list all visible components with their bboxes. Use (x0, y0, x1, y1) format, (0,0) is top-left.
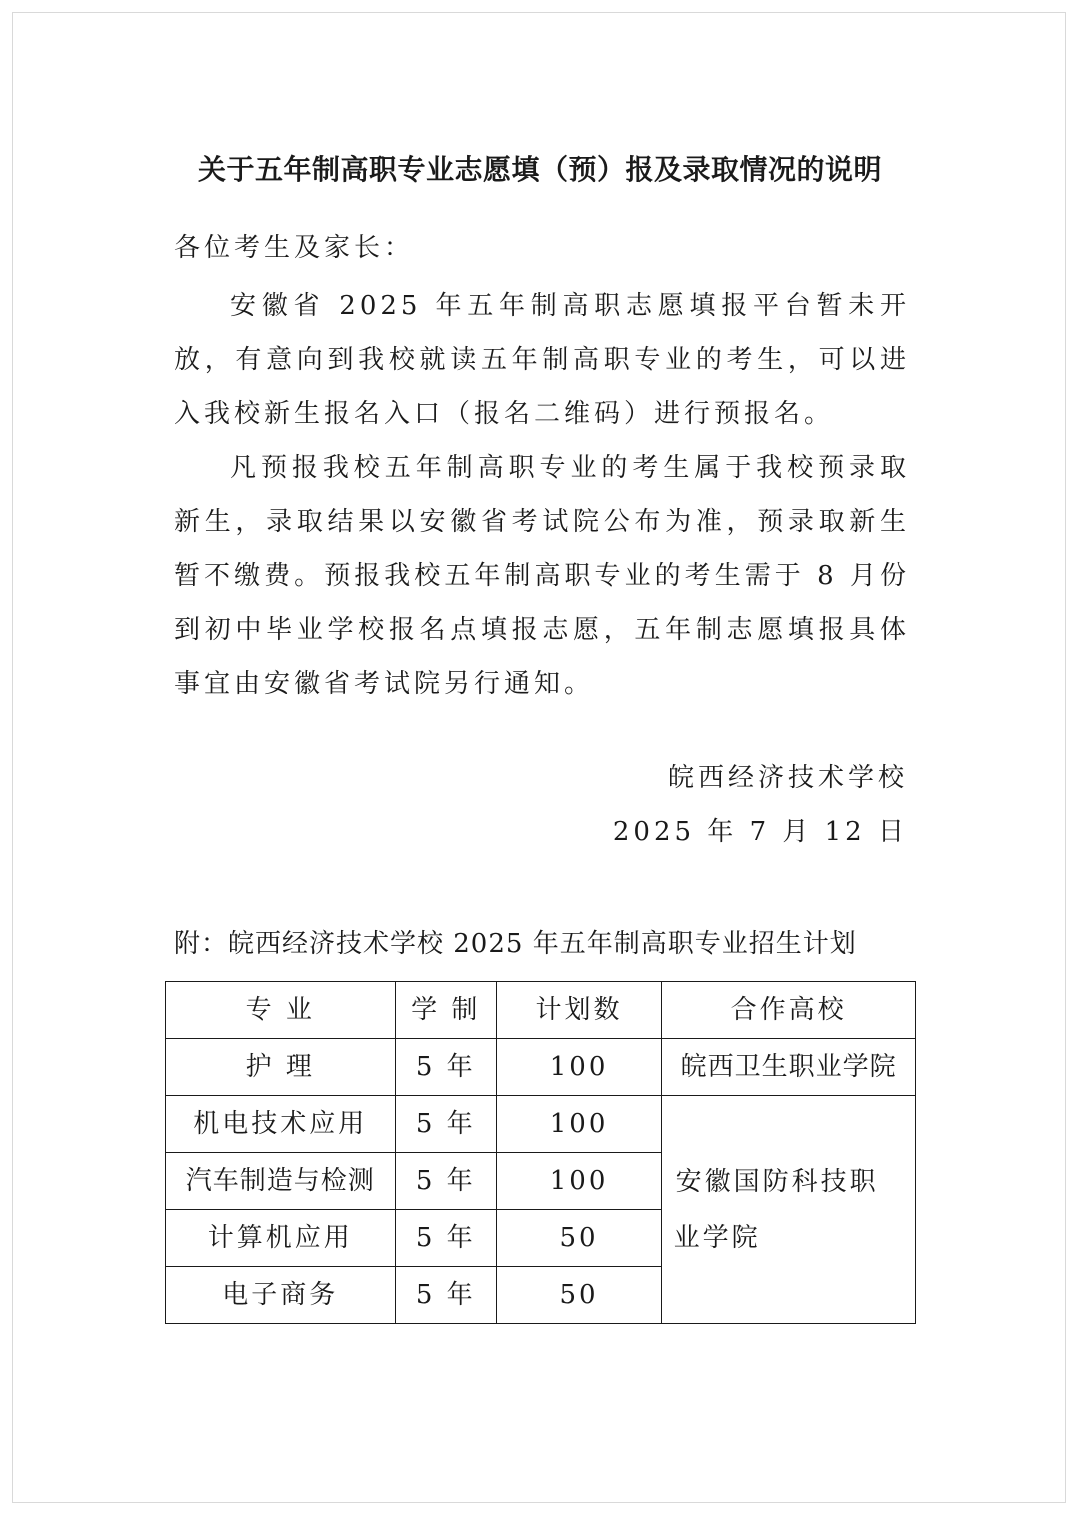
table-header-row (166, 982, 916, 1039)
cell-duration: 5 年 (395, 1153, 496, 1210)
table-row (166, 1039, 916, 1096)
cell-quota: 100 (496, 1039, 661, 1096)
cell-major: 汽车制造与检测 (166, 1153, 396, 1210)
paragraph-2: 凡预报我校五年制高职专业的考生属于我校预录取新生，录取结果以安徽省考试院公布为准，预录取新生暂不缴费。预报我校五年制高职专业的考生需于 8 月份到初中毕业学校报名点填报志愿，五年制志愿填报具体事宜由安徽省考试院另行通知。 (174, 453, 910, 699)
page-title: 关于五年制高职专业志愿填（预）报及录取情况的说明 (197, 153, 882, 186)
cell-major: 机电技术应用 (166, 1096, 396, 1153)
cell-partner-merged (662, 1096, 916, 1324)
enrollment-plan-table (165, 981, 916, 1324)
cell-partner: 皖西卫生职业学院 (662, 1039, 916, 1096)
attachment-title: 附：皖西经济技术学校 2025 年五年制高职专业招生计划 (174, 929, 857, 959)
salutation: 各位考生及家长： (174, 233, 415, 263)
cell-quota: 100 (496, 1153, 661, 1210)
cell-duration: 5 年 (395, 1210, 496, 1267)
header-duration: 学 制 (395, 982, 496, 1039)
paragraph-1: 安徽省 2025 年五年制高职志愿填报平台暂未开放，有意向到我校就读五年制高职专业的考生，可以进入我校新生报名入口（报名二维码）进行预报名。 (174, 291, 910, 429)
table-row (166, 1096, 916, 1153)
cell-duration: 5 年 (395, 1039, 496, 1096)
cell-quota: 50 (496, 1210, 661, 1267)
cell-duration: 5 年 (395, 1096, 496, 1153)
cell-major: 电子商务 (166, 1267, 396, 1324)
cell-quota: 100 (496, 1096, 661, 1153)
signature-date: 2025 年 7 月 12 日 (612, 817, 908, 847)
header-major: 专 业 (166, 982, 396, 1039)
cell-major: 护 理 (166, 1039, 396, 1096)
header-partner: 合作高校 (662, 982, 916, 1039)
cell-major: 计算机应用 (166, 1210, 396, 1267)
signature-school: 皖西经济技术学校 (667, 763, 908, 793)
cell-quota: 50 (496, 1267, 661, 1324)
header-quota: 计划数 (496, 982, 661, 1039)
cell-partner-text: 安徽国防科技职业学院 (673, 1166, 879, 1253)
cell-duration: 5 年 (395, 1267, 496, 1324)
